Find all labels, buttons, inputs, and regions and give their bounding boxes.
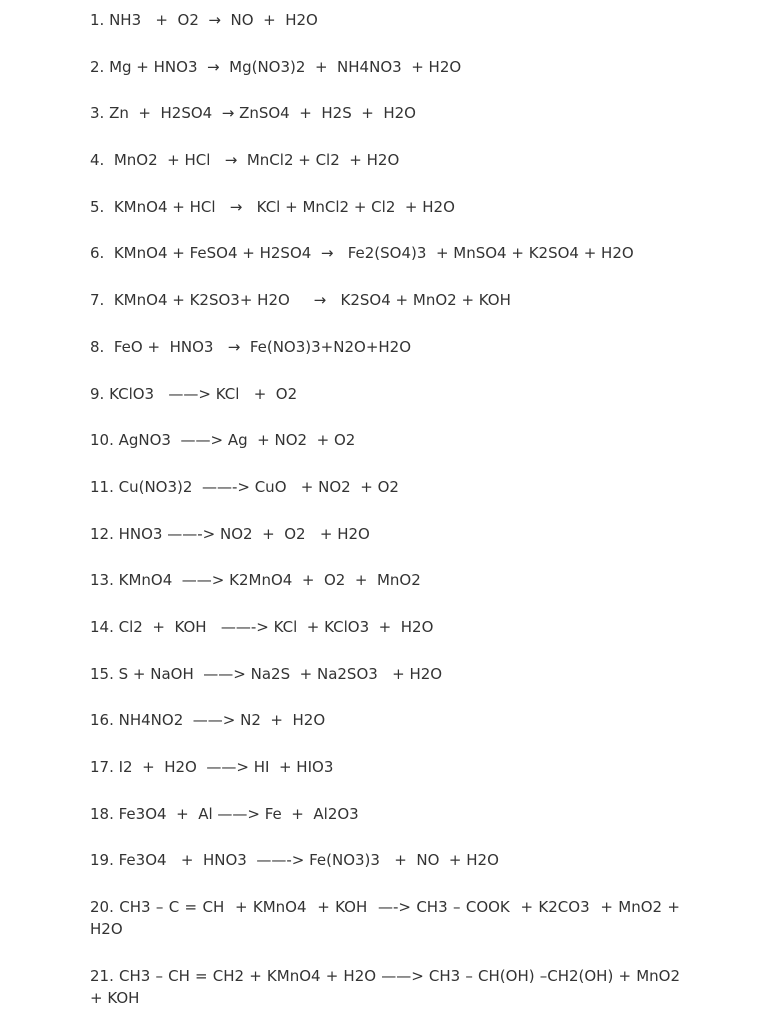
equation-line: 7. KMnO4 + K2SO3+ H2O → K2SO4 + MnO2 + KOH xyxy=(90,291,511,310)
equation-line: 6. KMnO4 + FeSO4 + H2SO4 → Fe2(SO4)3 + MnSO4 + K2SO4 + H2O xyxy=(90,244,634,263)
equation-line: 4. MnO2 + HCl → MnCl2 + Cl2 + H2O xyxy=(90,151,400,170)
equation-line: 9. KClO3 ——> KCl + O2 xyxy=(90,384,298,403)
equation-line: 18. Fe3O4 + Al ——> Fe + Al2O3 xyxy=(90,804,359,823)
equation-line: 2. Mg + HNO3 → Mg(NO3)2 + NH4NO3 + H2O xyxy=(90,57,462,76)
equation-line: 13. KMnO4 ——> K2MnO4 + O2 + MnO2 xyxy=(90,571,421,590)
equation-line: 21. CH3 – CH = CH2 + KMnO4 + H2O ——> CH3 – CH(OH) –CH2(OH) + MnO2 + KOH xyxy=(90,966,685,1007)
equation-line: 20. CH3 – C = CH + KMnO4 + KOH —-> CH3 – COOK + K2CO3 + MnO2 + H2O xyxy=(90,898,685,939)
equation-line: 8. FeO + HNO3 → Fe(NO3)3+N2O+H2O xyxy=(90,337,412,356)
equation-line: 10. AgNO3 ——> Ag + NO2 + O2 xyxy=(90,431,356,450)
equation-line: 16. NH4NO2 ——> N2 + H2O xyxy=(90,711,326,730)
equation-line: 14. Cl2 + KOH ——-> KCl + KClO3 + H2O xyxy=(90,617,434,636)
equation-line: 15. S + NaOH ——> Na2S + Na2SO3 + H2O xyxy=(90,664,443,683)
equation-line: 17. I2 + H2O ——> HI + HIO3 xyxy=(90,758,334,776)
equation-line: 19. Fe3O4 + HNO3 ——-> Fe(NO3)3 + NO + H2O xyxy=(90,851,499,870)
equation-line: 1. NH3 + O2 → NO + H2O xyxy=(90,11,318,29)
equation-line: 12. HNO3 ——-> NO2 + O2 + H2O xyxy=(90,524,370,543)
equation-list xyxy=(90,9,685,1033)
equation-line: 11. Cu(NO3)2 ——-> CuO + NO2 + O2 xyxy=(90,477,399,496)
equation-line: 5. KMnO4 + HCl → KCl + MnCl2 + Cl2 + H2O xyxy=(90,197,455,216)
equation-line: 3. Zn + H2SO4 → ZnSO4 + H2S + H2O xyxy=(90,104,416,123)
